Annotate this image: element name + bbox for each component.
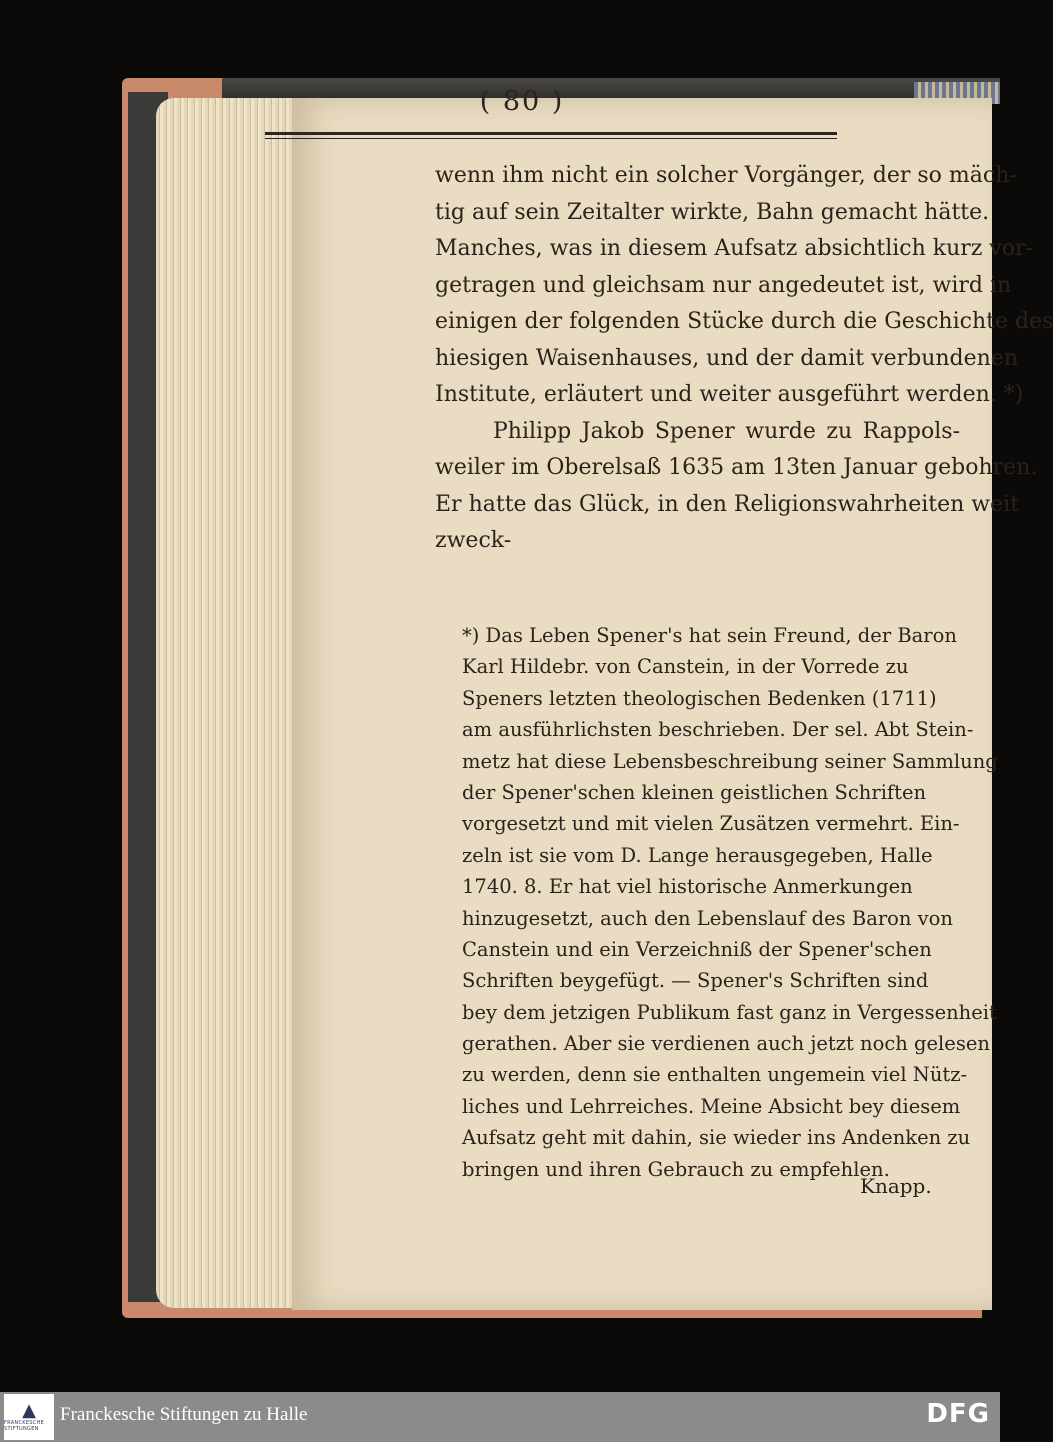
footnote-line: zeln ist sie vom D. Lange herausgegeben, Halle	[462, 843, 933, 867]
body-line: tig auf sein Zeitalter wirkte, Bahn gemacht hätte.	[435, 199, 990, 225]
footnote-line: Schriften beygefügt. — Spener's Schriften sind	[462, 969, 929, 993]
footnote-line: Aufsatz geht mit dahin, sie wieder ins Andenken zu	[462, 1126, 971, 1150]
signature: Knapp.	[860, 1174, 932, 1198]
footnote-line: Karl Hildebr. von Canstein, in der Vorrede zu	[462, 655, 909, 679]
dfg-logo[interactable]: DFG	[926, 1399, 990, 1429]
footnote-line: vorgesetzt und mit vielen Zusätzen vermehrt. Ein-	[462, 812, 960, 836]
spine-band	[222, 78, 1000, 100]
footnote-line: *) Das Leben Spener's hat sein Freund, der Baron	[462, 624, 957, 647]
body-line: hiesigen Waisenhauses, und der damit verbundenen	[435, 345, 1018, 371]
page-number: ( 80 )	[479, 86, 565, 117]
body-line: Er hatte das Glück, in den Religionswahrheiten weit	[435, 491, 1019, 517]
header-rule-thin	[265, 138, 837, 139]
footnote-line: Canstein und ein Verzeichniß der Spener'schen	[462, 937, 932, 961]
body-line: wenn ihm nicht ein solcher Vorgänger, der so mäch-	[435, 163, 1017, 188]
body-line: Philipp Jakob Spener wurde zu Rappols-	[493, 418, 960, 444]
footer-title[interactable]: Franckesche Stiftungen zu Halle	[60, 1404, 308, 1425]
footnote-line: der Spener'schen kleinen geistlichen Schriften	[462, 780, 927, 804]
footnote-line: metz hat diese Lebensbeschreibung seiner Sammlung	[462, 749, 998, 773]
eagle-icon: ▲	[22, 1400, 36, 1421]
header-rule	[265, 132, 837, 135]
catchword: zweck-	[435, 528, 512, 553]
body-line: Manches, was in diesem Aufsatz absichtlich kurz vor-	[435, 236, 1033, 261]
foundation-logo[interactable]	[4, 1394, 54, 1440]
logo-text: FRANCKESCHE STIFTUNGEN	[4, 1420, 45, 1432]
body-line: einigen der folgenden Stücke durch die Geschichte des	[435, 309, 1053, 334]
footnote-line: liches und Lehrreiches. Meine Absicht bey diesem	[462, 1094, 961, 1118]
body-line: weiler im Oberelsaß 1635 am 13ten Januar gebohren.	[435, 455, 1038, 480]
footnote-line: gerathen. Aber sie verdienen auch jetzt noch gelesen	[462, 1032, 990, 1056]
footnote-line: bey dem jetzigen Publikum fast ganz in Vergessenheit	[462, 1000, 997, 1024]
body-line: getragen und gleichsam nur angedeutet ist, wird in	[435, 272, 1012, 298]
footnote-line: bringen und ihren Gebrauch zu empfehlen.	[462, 1157, 890, 1181]
body-line: Institute, erläutert und weiter ausgeführt werden. *)	[435, 382, 1024, 407]
body-text	[435, 158, 1053, 560]
page-edges	[156, 98, 306, 1308]
footnote-line: 1740. 8. Er hat viel historische Anmerkungen	[462, 875, 913, 899]
footnote-line: zu werden, denn sie enthalten ungemein viel Nütz-	[462, 1063, 968, 1087]
footnote-line: Speners letzten theologischen Bedenken (1711)	[462, 686, 937, 710]
footer-bar	[0, 1392, 1000, 1442]
footnote	[462, 620, 998, 1185]
footnote-line: am ausführlichsten beschrieben. Der sel. Abt Stein-	[462, 718, 974, 742]
footnote-line: hinzugesetzt, auch den Lebenslauf des Baron von	[462, 906, 953, 930]
